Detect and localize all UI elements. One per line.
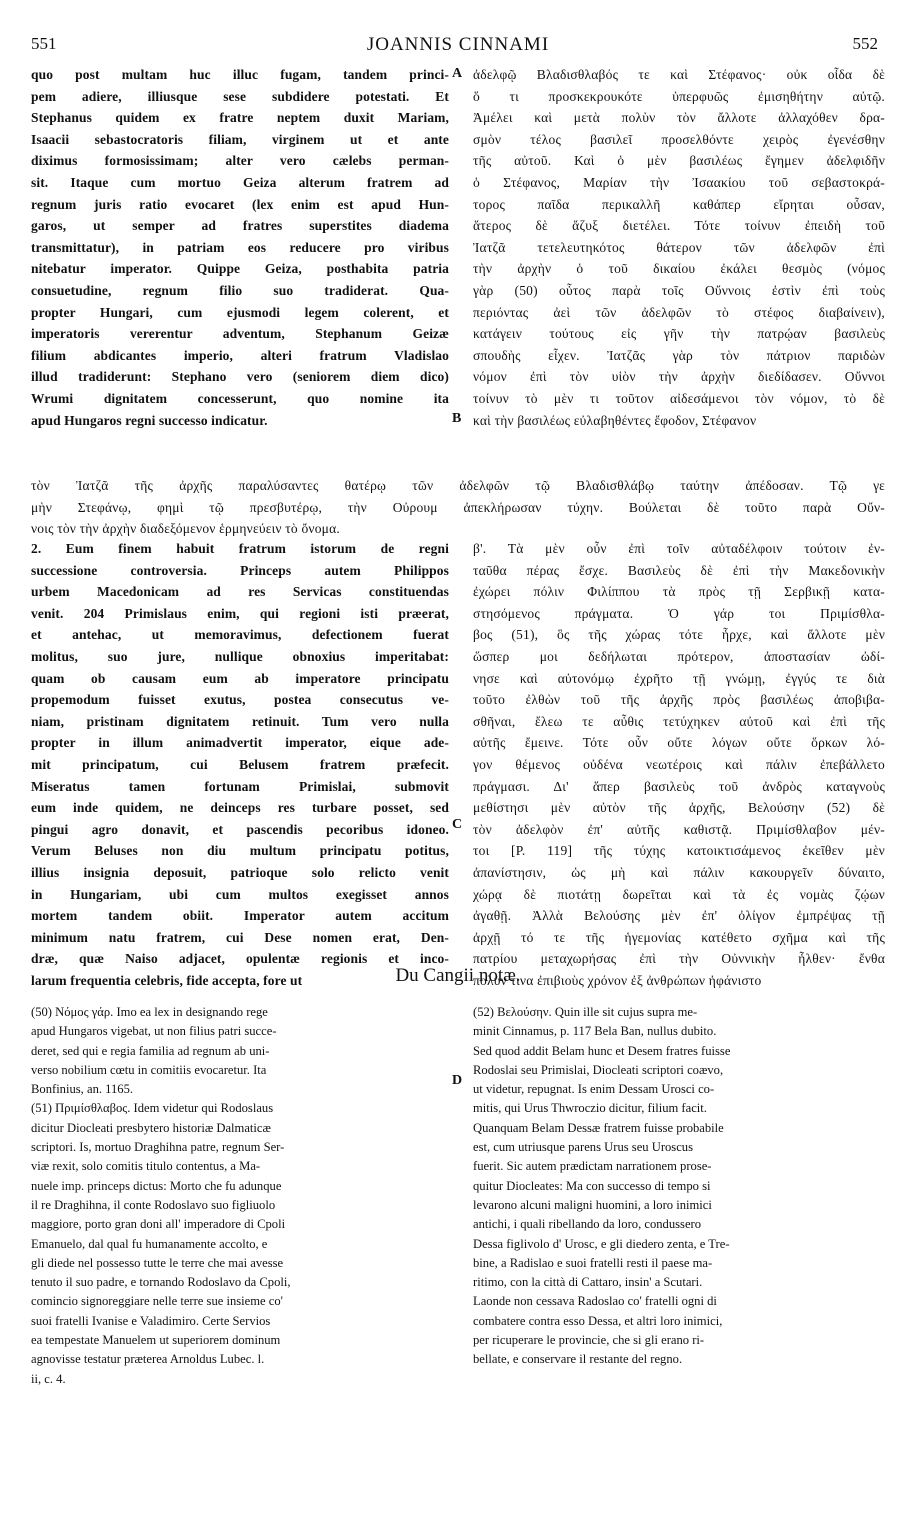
text-line: pem adiere, illiusque sese subdidere potestati. Et	[31, 88, 449, 104]
text-line: in Hungariam, ubi cum multos exegisset annos	[31, 886, 449, 902]
text-line: garos, ut semper ad fratres superstites diadema	[31, 218, 449, 234]
note-line: comincio signoreggiare nelle terre sue insieme co'	[31, 1294, 283, 1309]
greek-full-width-lines	[31, 475, 885, 540]
text-line: filium abdicantes imperio, alteri fratrum Vladislao	[31, 347, 449, 363]
latin-column-middle	[31, 538, 449, 991]
text-line: propter in illum animadvertit imperator, eique ade-	[31, 735, 449, 751]
note-line: fuerit. Sic autem prædictam narrationem prose-	[473, 1159, 712, 1174]
text-line: στησόμενος πράγματα. Ὁ γάρ τοι Πριμίσθλα-	[473, 605, 885, 621]
text-line: ἐχώρει πόλιν Φιλίππου τὰ πρὸς τῇ Σερβικῇ κατα-	[473, 584, 885, 600]
text-line: successione controversia. Princeps autem Philippos	[31, 562, 449, 578]
text-line: eum inde quidem, ne deinceps res turbare posset, sed	[31, 800, 449, 816]
notes-heading: Du Cangii notæ.	[395, 965, 521, 986]
note-line: per ricuperare le provincie, che si gli erano ri-	[473, 1333, 705, 1348]
text-line: quo post multam huc illuc fugam, tandem princi-	[31, 67, 449, 82]
text-line: niam, pristinam dignitatem retinuit. Tum vero nulla	[31, 713, 449, 729]
note-line: maggiore, porto gran doni all' imperadore di Cpoli	[31, 1217, 286, 1232]
note-line: ea tempestate Manuelem ut superiorem dominum	[31, 1333, 281, 1348]
text-line: regnum juris ratio evocaret (lex enim est apud Hun-	[31, 196, 449, 212]
text-line: περιόντας ἀεὶ τῶν ἀδελφῶν τὸ στέφος διαβαίνειν),	[473, 304, 885, 320]
note-line: scriptori. Is, mortuo Draghihna patre, regnum Ser-	[31, 1140, 285, 1155]
note-line: il re Draghihna, il conte Rodoslavo suo figliuolo	[31, 1197, 276, 1212]
note-line: combatere contra esso Dessa, et altri loro inimici,	[473, 1313, 723, 1328]
text-line: venit. 204 Primislaus enim, qui regioni isti præerat,	[31, 605, 449, 621]
notes-column-left	[31, 1003, 449, 1389]
note-line: bine, a Radislao e suoi fratelli resti il paese ma-	[473, 1255, 713, 1270]
text-line: quam ob causam eum ab imperatore principatu	[31, 670, 449, 686]
page-header	[0, 34, 916, 58]
text-line: ἀρχῇ τό τε τῆς ἡγεμονίας κατέθετο σχῆμα καὶ τῆς	[473, 929, 885, 945]
text-line: ὅ τι προσκεκρουκότε ὑπερφυῶς ἐμισηθήτην αὐτῷ.	[473, 88, 885, 104]
note-line: viæ rexit, solo comitis titulo contentus, a Ma-	[31, 1159, 261, 1174]
text-line: πολὺν τινα ἐπιβιοὺς χρόνον ἐξ ἀνθρώπων ἠφάνιστο	[473, 972, 762, 988]
text-line: τορος παῖδα περικαλλῆ καθάπερ εἴρηται οὖσαν,	[473, 196, 885, 212]
text-line: diximus formosissimam; alter vero cælebs perman-	[31, 153, 449, 169]
text-line: 2. Eum finem habuit fratrum istorum de regni	[31, 541, 449, 556]
text-line: ταῦθα πέρας ἔσχε. Βασιλεὺς δὲ ἐπὶ τὴν Μακεδονικὴν	[473, 562, 885, 578]
margin-marker-d: D	[452, 1073, 463, 1088]
text-line: πράγμασι. Δι' ἅπερ βασιλεὺς τοῦ ἀνδρὸς καταγνοὺς	[473, 778, 885, 794]
note-line: Sed quod addit Belam hunc et Desem fratres fuisse	[473, 1043, 731, 1058]
text-line: τὸν Ἰατζᾶ τῆς ἀρχῆς παραλύσαντες θατέρῳ τῶν ἀδελφῶν τῷ Βλαδισθλάβῳ ταύτην ἀπέδοσαν. Τῷ γε	[31, 478, 885, 493]
text-line: σθῆναι, ἔλεω τε αὖθις τετύχηκεν αὐτοῦ καὶ ἐπὶ τῆς	[473, 713, 885, 729]
text-line: μεθίστησι μὲν αὐτὸν τῆς ἀρχῆς, Βελούσην (52) δὲ	[473, 800, 885, 816]
text-line: ἀδελφῷ Βλαδισθλαβός τε καὶ Στέφανος· οὐκ οἶδα δὲ	[473, 67, 885, 82]
text-line: Wrumi dignitatem concesserunt, quo nomine ita	[31, 390, 449, 406]
margin-marker-c: C	[452, 817, 463, 832]
text-line: κατάγειν τούτους εἰς γῆν τὴν πατρῴαν βασιλεὺς	[473, 326, 885, 342]
latin-column-top	[31, 64, 449, 431]
greek-column-top	[473, 64, 885, 431]
note-line: quitur Diocleates: Ma con successo di tempo si	[473, 1178, 711, 1193]
text-line: αὐτῆς ἔμεινε. Τότε οὖν οὔτε λόγων οὔτε ὅρκων λό-	[473, 735, 885, 751]
note-line: suoi fratelli Ivanise e Valadimiro. Certe Servios	[31, 1313, 271, 1328]
note-line: mitis, qui Urus Thwroczio dicitur, filium facit.	[473, 1101, 707, 1116]
text-line: imperatoris vererentur adventum, Stephanum Geizæ	[31, 326, 449, 342]
text-line: minimum natu fratrem, cui Dese nomen erat, Den-	[31, 929, 449, 945]
text-line: ὥσπερ μοι δεδήλωται πρότερον, ἀποστασίαν ὠδί-	[473, 648, 885, 664]
text-line: Miseratus tamen fortunam Primislai, submovit	[31, 778, 449, 794]
text-line: sit. Itaque cum mortuo Geiza alterum fratrem ad	[31, 174, 449, 190]
note-line: verso nobilium cœtu in comitiis evocaretur. Ita	[31, 1062, 267, 1077]
text-line: νησε καὶ αὐτονόμῳ ἐχρῆτο τῇ γνώμῃ, ἐγγύς τε διὰ	[473, 670, 885, 686]
text-line: πατρίου μεταχωρήσας ἐπὶ τὴν Οὐννικὴν ἦλθεν· ἔνθα	[473, 951, 885, 967]
note-line: (51) Πριμίσθλαβος. Idem videtur qui Rodoslaus	[31, 1101, 274, 1116]
text-line: καὶ τὴν βασιλέως εὐλαβηθέντες ἔφοδον, Στέφανον	[473, 412, 757, 428]
text-line: mortem tandem obiit. Imperator autem accitum	[31, 908, 449, 924]
text-line: molitus, suo jure, nullique obnoxius imperitabat:	[31, 648, 449, 664]
text-line: ἀγαθῇ. Ἀλλὰ Βελούσης μὲν ἐπ' ὀλίγον ἐμπρέψας τῇ	[473, 908, 885, 924]
note-line: ii, c. 4.	[31, 1371, 66, 1386]
note-line: apud Hungaros vigebat, ut non filius patri succe-	[31, 1024, 277, 1039]
text-line: apud Hungaros regni successo indicatur.	[31, 412, 268, 428]
page-number-right: 552	[852, 34, 878, 53]
text-line: τὸν ἀδελφὸν ἐπ' αὐτῆς καθιστᾷ. Πριμίσθλαβον μέν-	[473, 821, 885, 837]
text-line: σπουδὴς εἶχεν. Ἰατζᾶς γὰρ τὸν πάτριον παριδὼν	[473, 347, 885, 363]
note-line: ritimo, con la città di Cattaro, insin' a Scutari.	[473, 1275, 703, 1290]
note-line: (50) Νόμος γάρ. Imo ea lex in designando rege	[31, 1005, 268, 1019]
text-line: νόμον ἐπὶ τὸν υἱὸν τὴν ἀρχὴν διεδίδασεν. Οὔννοι	[473, 369, 885, 385]
text-line: ἀπανίστησιν, ὡς μὴ καὶ πάλιν κακουργεῖν δύναιτο,	[473, 864, 885, 880]
text-line: Ἀμέλει καὶ μετὰ πολὺν τὸν ἄλλοτε ἀλλαχόθεν δρα-	[473, 110, 885, 126]
note-line: gli diede nel possesso tutte le terre che mai avesse	[31, 1255, 284, 1270]
note-line: Dessa figlivolo d' Urosc, e gli diedero zenta, e Tre-	[473, 1236, 730, 1251]
text-line: nitebatur imperator. Quippe Geiza, posthabita patria	[31, 261, 449, 277]
note-line: Quanquam Belam Dessæ fratrem fuisse probabile	[473, 1120, 724, 1135]
text-line: ὁ Στέφανος, Μαρίαν τὴν Ἰσαακίου τοῦ σεβαστοκρά-	[473, 174, 885, 190]
note-line: levarono alcuni maligni huomini, a loro inimici	[473, 1197, 712, 1212]
greek-column-middle	[473, 538, 885, 991]
text-line: Stephanus quidem ex fratre neptem duxit Mariam,	[31, 110, 449, 126]
text-line: dræ, quæ Naiso adjacet, opulentæ regionis et inco-	[31, 951, 449, 967]
note-line: tenuto il suo padre, e tornando Rodoslavo da Cpoli,	[31, 1275, 291, 1290]
text-line: urbem Macedonicam ad res Servicas constituendas	[31, 584, 449, 600]
note-line: agnovisse testatur præterea Arnoldus Lubec. l.	[31, 1352, 265, 1367]
note-line: antichi, i quali ribellando da loro, condussero	[473, 1217, 702, 1232]
note-line: (52) Βελούσην. Quin ille sit cujus supra me-	[473, 1005, 698, 1019]
text-line: consuetudine, regnum filio suo tradiderat. Qua-	[31, 282, 449, 298]
running-title: JOANNIS CINNAMI	[366, 34, 550, 55]
note-line: Bonfinius, an. 1165.	[31, 1082, 134, 1097]
text-line: ἅτερος δὲ ἄζυξ διετέλει. Τότε τοίνυν ἐπειδὴ τοῦ	[473, 218, 885, 234]
note-line: est, cum utriusque parens Urus seu Uroscus	[473, 1140, 693, 1155]
margin-marker-b: B	[452, 411, 462, 426]
text-line: σμὸν τέλος βασιλεῖ προσελθόντε χειρὸς ἐγενέσθην	[473, 131, 885, 147]
text-line: τοῦτο ἐλθὼν τοῦ τῆς ἀρχῆς πρὸς βασιλέως ἀποβιβα-	[473, 692, 885, 708]
text-line: Ἰατζᾶ τετελευτηκότος θάτερον τῶν ἀδελφῶν ἐπὶ	[473, 239, 885, 255]
note-line: nuele imp. princeps dictus: Morto che fu adunque	[31, 1178, 282, 1193]
text-line: τὴν ἀρχὴν ὁ τοῦ δικαίου ἐκάλει θεσμὸς (νόμος	[473, 261, 885, 277]
text-line: μὴν Στεφάνῳ, φημὶ τῷ πρεσβυτέρῳ, τὴν Οὐρουμ ἀπεκλήρωσαν τύχην. Βούλεται δὲ τοῦτο παρὰ Οὔν-	[31, 499, 885, 515]
note-line: deret, sed qui e regia familia ad regnum ab uni-	[31, 1043, 270, 1058]
text-line: τοίνυν τὸ μὲν τι τοῦτον αἰδεσάμενοι τὸν νόμον, τὸ δὲ	[473, 390, 885, 406]
text-line: larum frequentia celebris, fide accepta, fore ut	[31, 972, 303, 988]
text-line: mit principatum, cui Belusem fratrem præfecit.	[31, 756, 449, 772]
text-line: illius insignia deposuit, patrioque solo relicto venit	[31, 864, 449, 880]
text-line: τῆς αὐτοῦ. Καὶ ὁ μὲν βασιλέως ἔγημεν ἀδελφιδῆν	[473, 153, 885, 169]
text-line: et antehac, ut memoravimus, defectionem fuerat	[31, 627, 449, 643]
text-line: Isaacii sebastocratoris filiam, virginem ut et ante	[31, 131, 449, 147]
page-number-left: 551	[31, 34, 57, 53]
text-line: χώρᾳ δὲ πιοτάτῃ δωρεῖται καὶ τὰ ἐς νομὰς ζῴων	[473, 886, 885, 902]
text-line: νοις τὸν τὴν ἀρχὴν διαδεξόμενον ἑρμηνεύειν τὸ ὄνομα.	[31, 521, 340, 537]
note-line: Rodoslai seu Primislai, Diocleati scriptori coævo,	[473, 1062, 724, 1077]
margin-marker-a: A	[452, 66, 463, 81]
note-line: bellate, e conservare il restante del regno.	[473, 1352, 683, 1367]
text-line: τοι [P. 119] τῆς τύχης κατοικτισάμενος ἐκεῖθεν μὲν	[473, 843, 885, 859]
notes-column-right	[473, 1003, 885, 1370]
text-line: propemodum fuisset exutus, postea consecutus ve-	[31, 692, 449, 708]
note-line: dicitur Diocleati presbytero historiæ Dalmaticæ	[31, 1120, 271, 1135]
text-line: βος (51), ὃς τῆς χώρας τότε ἦρχε, καὶ ἄλλοτε μὲν	[473, 627, 885, 643]
text-line: γὰρ (50) οὗτος παρὰ τοῖς Οὔννοις ἐστὶν ἐπὶ τοὺς	[473, 282, 885, 298]
note-line: ut videtur, repugnat. Is enim Dessam Urosci co-	[473, 1082, 715, 1097]
text-line: γον θέμενος οὐδένα νεωτέροις καὶ πάλιν ἐπεβάλλετο	[473, 756, 885, 772]
text-line: β'. Τὰ μὲν οὖν ἐπὶ τοῖν αὐταδέλφοιν τούτοιν ἐν-	[473, 541, 885, 556]
text-line: transmittatur), in patriam eos reducere pro viribus	[31, 239, 449, 255]
note-line: minit Cinnamus, p. 117 Bela Ban, nullus dubito.	[473, 1024, 717, 1039]
text-line: illud tradiderunt: Stephano vero (seniorem diem dico)	[31, 369, 449, 385]
text-line: Verum Beluses non diu multum principatu potitus,	[31, 843, 449, 859]
text-line: propter Hungari, cum ejusmodi legem colerent, et	[31, 304, 449, 320]
note-line: Laonde non cessava Radoslao co' fratelli ogni di	[473, 1294, 717, 1309]
note-line: Emanuelo, dal qual fu humanamente accolto, e	[31, 1236, 268, 1251]
text-line: pingui agro donavit, et pascendis pecoribus idoneo.	[31, 821, 449, 837]
